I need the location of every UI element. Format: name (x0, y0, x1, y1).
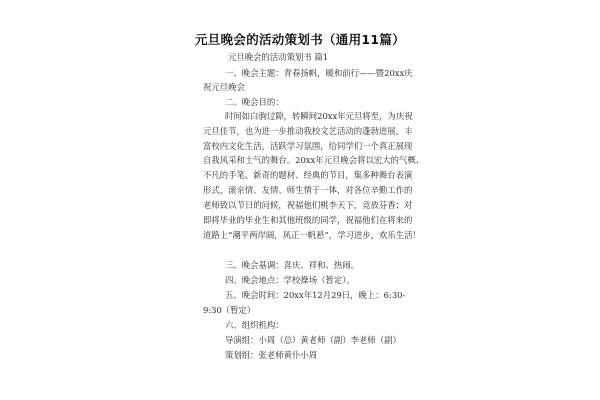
paragraph-line: 策划组：张老师黄仆小周 (225, 350, 318, 360)
paragraph-line: 富校内文化生活，活跃学习氛围，给同学们一个真正展现 (203, 141, 413, 151)
paragraph-line: 元旦佳节，也为进一步推动我校文艺活动的蓬勃进展，丰 (203, 126, 413, 136)
paragraph-line: 即将毕业的毕业生和其他班级的同学，祝福他们在将来的 (203, 215, 413, 225)
paragraph-line: 二、晚会目的： (225, 97, 284, 107)
paragraph-line: 时间如白驹过隙，转瞬间20xx年元旦将至，为庆祝 (225, 111, 413, 121)
paragraph-line: 三、晚会基调：喜庆、祥和、热闹。 (225, 260, 359, 270)
document-title: 元旦晚会的活动策划书（通用11篇） (195, 32, 405, 47)
paragraph-line: 老师致以节日的问候，祝福他们桃李天下，竞放芬香；对 (203, 200, 413, 210)
paragraph-line: 四、晚会地点：学校操场（暂定）。 (225, 275, 355, 285)
paragraph-line: 形式，滚亲情、友情、师生情于一体，对各位辛勤工作的 (203, 185, 413, 195)
paragraph-line: 道路上“潮平两岸阔，风正一帆悬”，学习进步，欢乐生活！ (203, 230, 421, 240)
paragraph-line: 自我风采和士气的舞台。20xx年元旦晚会将以宏大的气概、 (203, 155, 425, 165)
paragraph-line: 一、晚会主题：青春扬帆，暖和前行——暨20xx庆 (225, 68, 413, 78)
paragraph-line: 9:30（暂定） (203, 305, 256, 315)
paragraph-line: 祝元旦晚会 (203, 82, 245, 92)
paragraph-line: 不凡的手笔、新奇的题材、经典的节目，集多种舞台表演 (203, 170, 413, 180)
paragraph-line: 导演组：小周（总）黄老师（副）李老师（副） (225, 335, 401, 345)
paragraph-line: 六、组织机构： (225, 320, 284, 330)
paragraph-line: 五、晚会时间：20xx年12月29日，晚上：6:30- (225, 290, 406, 300)
document-subtitle: 元旦晚会的活动策划书 篇1 (228, 52, 329, 62)
